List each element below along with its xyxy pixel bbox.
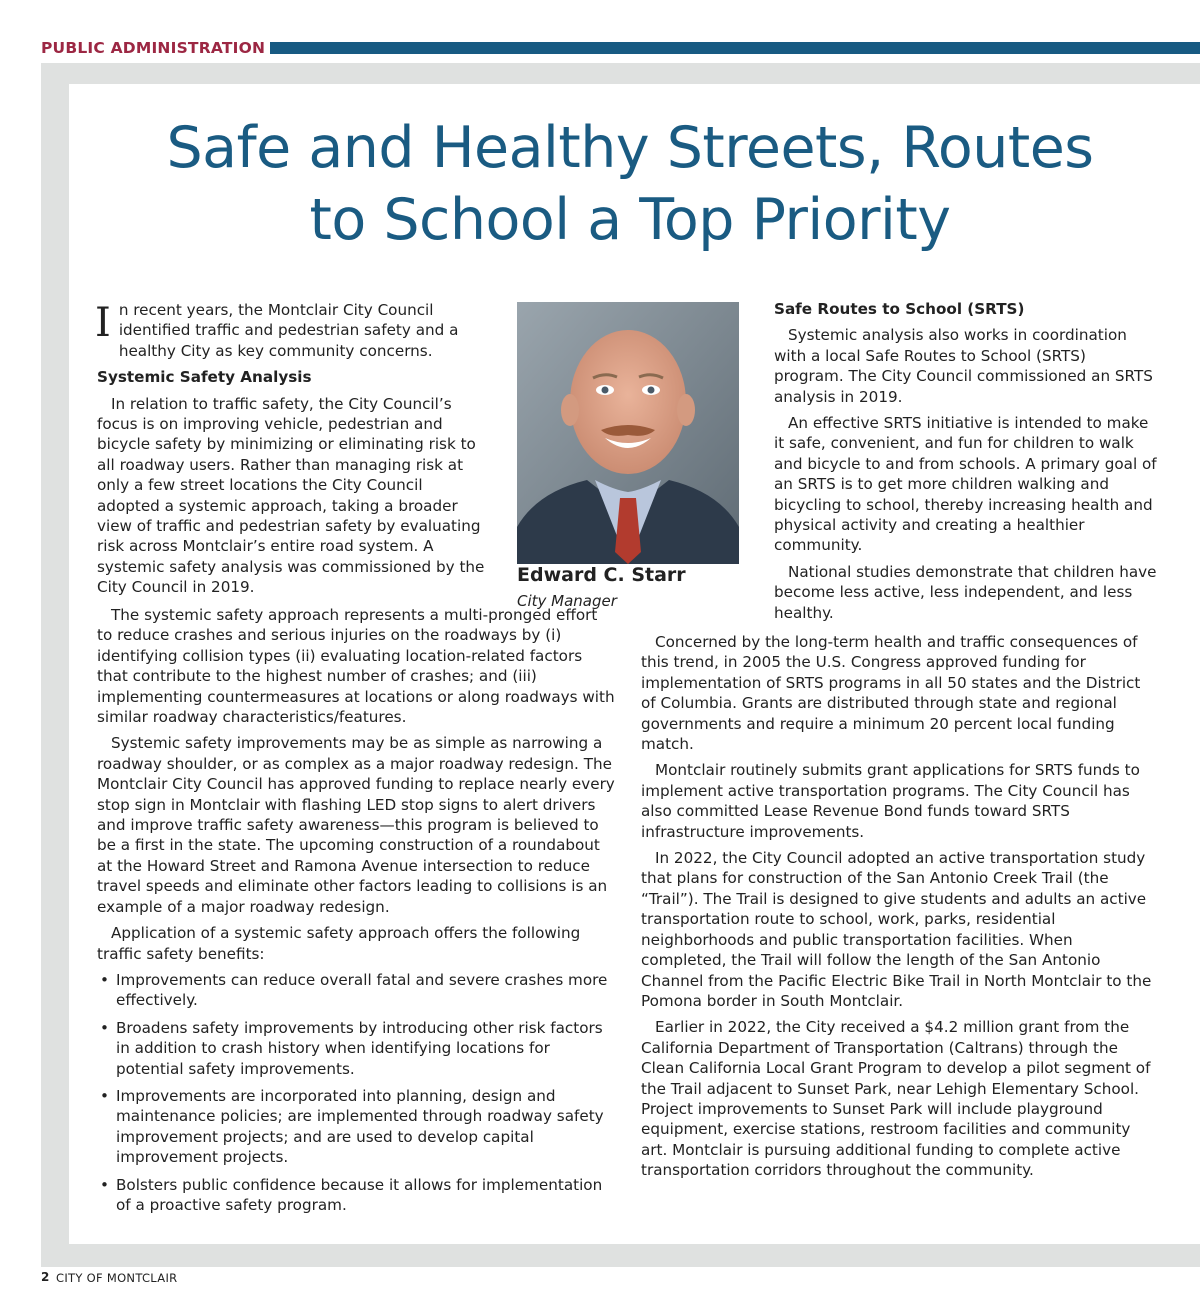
title-line-1: Safe and Healthy Streets, Routes [166,115,1094,181]
systemic-paragraph-1: In relation to traffic safety, the City Council’s focus is on improving vehicle, pedestrian and bicycle safety by minimizing or eliminating risk to all roadway users. Rather than managing risk at only a few street locations the City Council adopted a systemic approach, taking a broader view of traffic and pedestrian safety by evaluating risk across Montclair’s entire road system. A systemic safety analysis was commissioned by the City Council in 2019. [97,394,485,597]
photo-caption-title: City Manager [517,592,617,610]
title-line-2: to School a Top Priority [309,187,951,253]
srts-paragraph-4: Concerned by the long-term health and traffic consequences of this trend, in 2005 the U.S. Congress approved funding for implementation of SRTS programs in all 50 states and the District of Columbia. Grants are distributed through state and regional governments and require a minimum 20 percent local funding match. [641,633,1141,754]
srts-paragraph-5: Montclair routinely submits grant applications for SRTS funds to implement active transportation programs. The City Council has also committed Lease Revenue Bond funds toward SRTS infrastructure improvements. [641,761,1140,841]
portrait-photo [517,302,739,564]
section-label: PUBLIC ADMINISTRATION [41,39,266,57]
srts-paragraph-6: In 2022, the City Council adopted an active transportation study that plans for construction of the San Antonio Creek Trail (the “Trail”). The Trail is designed to give students and adults an active transportation route to school, work, parks, residential neighborhoods and public transportation facilities. When completed, the Trail will follow the length of the San Antonio Channel from the Pacific Electric Bike Trail in North Montclair to the Pomona border in South Montclair. [641,849,1152,1010]
photo-caption-name: Edward C. Starr [517,564,686,586]
list-item: • Broadens safety improvements by introducing other risk factors in addition to crash history when identifying locations for potential safety improvements. [97,1018,615,1079]
list-item: • Bolsters public confidence because it allows for implementation of a proactive safety program. [97,1175,615,1216]
srts-paragraph-3: National studies demonstrate that children have become less active, less independent, and less healthy. [774,562,1157,622]
srts-heading: Safe Routes to School (SRTS) [774,300,1025,318]
right-column-bottom [641,632,1158,1187]
right-column-top [774,299,1158,629]
portrait-illustration [517,302,739,564]
systemic-heading: Systemic Safety Analysis [97,368,312,387]
page-title [80,112,1180,256]
benefits-list [97,970,615,1215]
srts-paragraph-7: Earlier in 2022, the City received a $4.2 million grant from the California Department of Transportation (Caltrans) through the Clean California Local Grant Program to develop a pilot segment of the Trail adjacent to Sunset Park, near Lehigh Elementary School. Project improvements to Sunset Park will include playground equipment, exercise stations, restroom facilities and community art. Montclair is pursuing additional funding to complete active transportation corridors throughout the community. [641,1018,1151,1180]
list-item: • Improvements can reduce overall fatal and severe crashes more effectively. [97,970,615,1011]
systemic-paragraph-2: The systemic safety approach represents a multi-pronged effort to reduce crashes and serious injuries on the roadways by (i) identifying collision types (ii) evaluating location-related factors that contribute to the highest number of crashes; and (iii) implementing countermeasures at locations or along roadways with similar roadway characteristics/features. [97,606,615,727]
srts-paragraph-1: Systemic analysis also works in coordination with a local Safe Routes to School (SRTS) program. The City Council commissioned an SRTS analysis in 2019. [774,326,1153,406]
publication-name: CITY OF MONTCLAIR [56,1271,178,1285]
intro-text: n recent years, the Montclair City Council identified traffic and pedestrian safety and a healthy City as key community concerns. [118,301,459,360]
systemic-paragraph-3: Systemic safety improvements may be as simple as narrowing a roadway shoulder, or as complex as a major roadway redesign. The Montclair City Council has approved funding to replace nearly every stop sign in Montclair with flashing LED stop signs to alert drivers and improve traffic safety awareness—this program is believed to be a first in the state. The upcoming construction of a roundabout at the Howard Street and Ramona Avenue intersection to reduce travel speeds and eliminate other factors leading to collisions is an example of a major roadway redesign. [97,734,615,916]
section-rule [270,42,1200,54]
left-column-top [97,300,489,604]
drop-cap: I [95,300,111,346]
srts-paragraph-2: An effective SRTS initiative is intended to make it safe, convenient, and fun for children to walk and bicycle to and from schools. A primary goal of an SRTS is to get more children walking and bicycling to school, thereby increasing health and physical activity and creating a healthier community. [774,414,1157,555]
page-number: 2 [41,1270,50,1284]
systemic-paragraph-4: Application of a systemic safety approach offers the following traffic safety benefits: [97,924,581,963]
left-column-bottom [97,605,615,1222]
list-item: • Improvements are incorporated into planning, design and maintenance policies; are implemented through roadway safety improvement projects; and are used to develop capital improvement projects. [97,1086,615,1168]
intro-paragraph [97,300,489,361]
